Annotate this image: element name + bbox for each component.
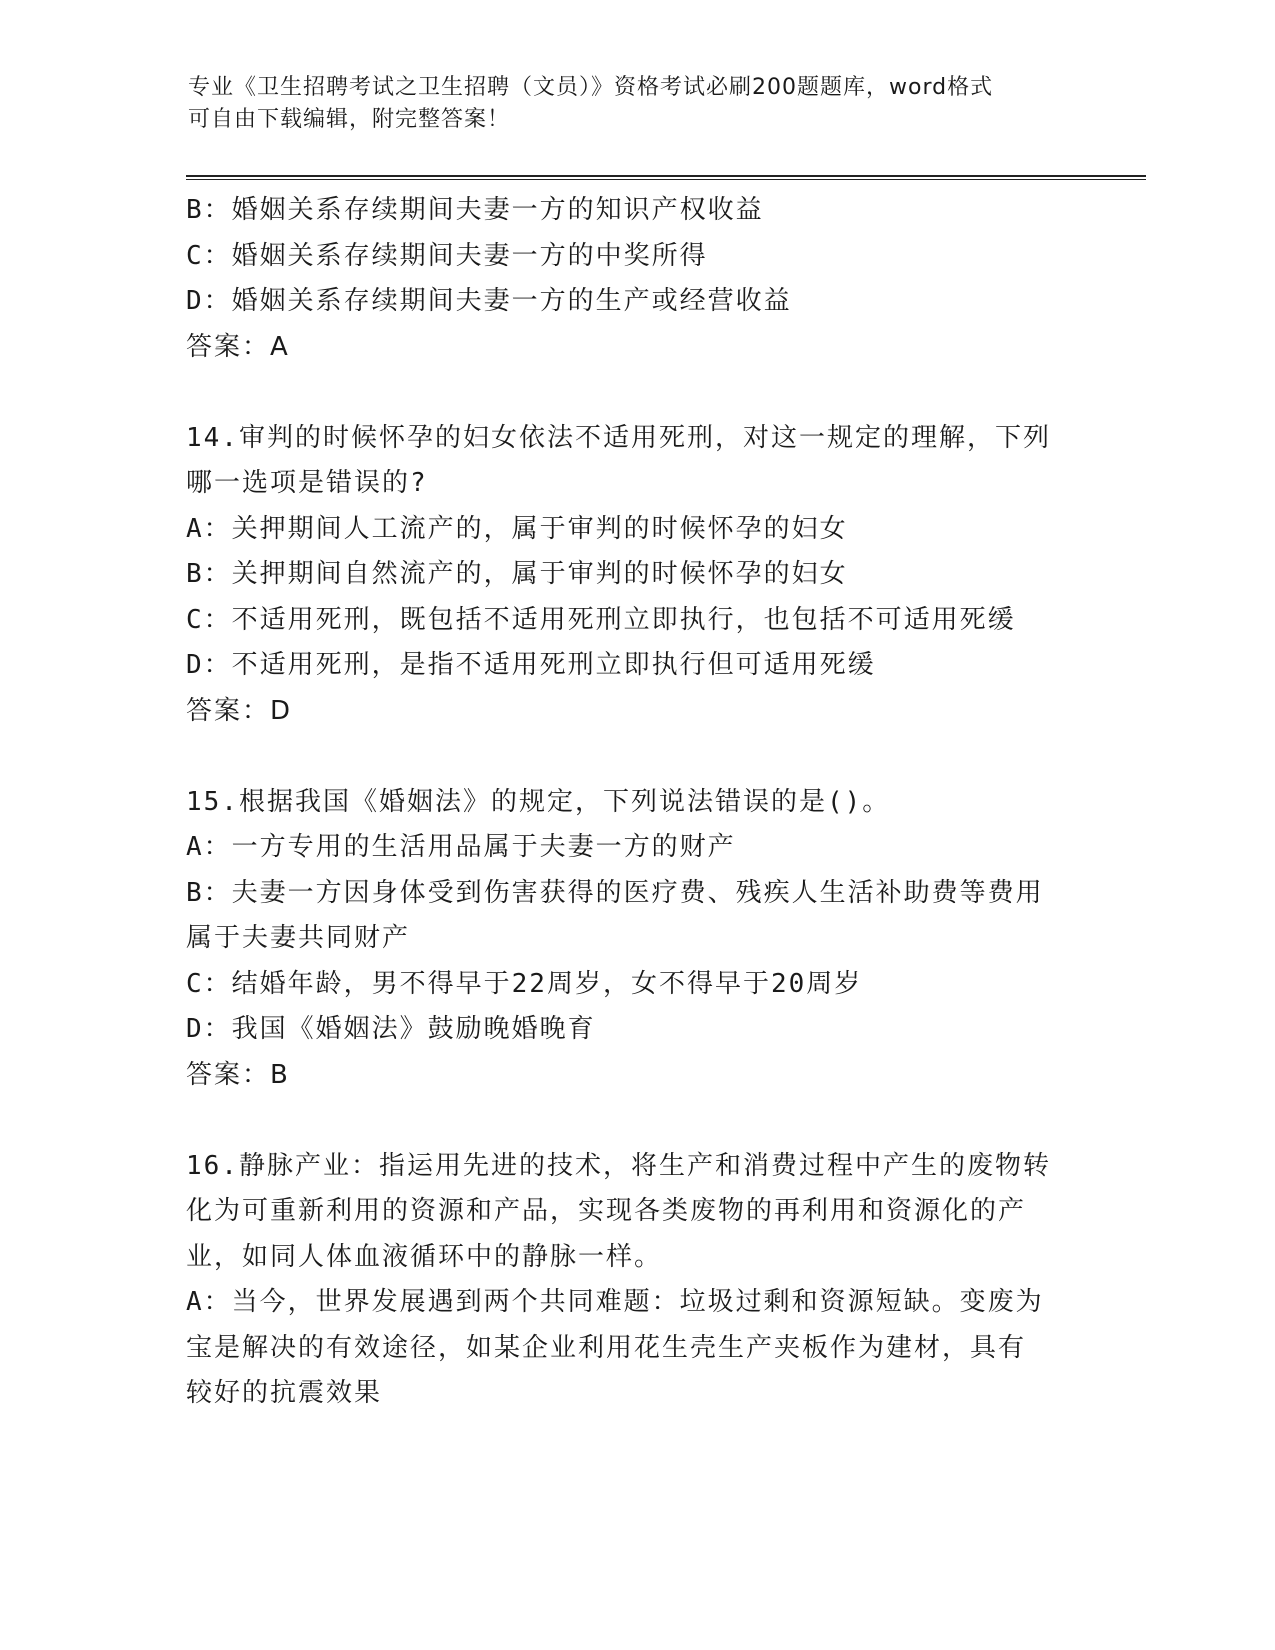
q16-stem-line-3: 业，如同人体血液循环中的静脉一样。 [186, 1241, 663, 1272]
question-16 [186, 1144, 1086, 1417]
q15-option-d: D：我国《婚姻法》鼓励晚婚晚育 [186, 1014, 596, 1044]
q14-stem-line-1: 14.审判的时候怀孕的妇女依法不适用死刑，对这一规定的理解，下列 [186, 422, 1051, 453]
q16-option-a-line-2: 宝是解决的有效途径，如某企业利用花生壳生产夹板作为建材，具有 [186, 1332, 1027, 1363]
q15-answer: 答案：B [186, 1059, 290, 1090]
spacer [186, 1098, 1086, 1144]
question-13-continued [186, 188, 1086, 370]
q14-option-a: A：关押期间人工流产的，属于审判的时候怀孕的妇女 [186, 513, 848, 544]
header-title-line-2: 可自由下载编辑，附完整答案！ [188, 107, 511, 132]
spacer [186, 370, 1086, 416]
q16-stem-line-2: 化为可重新利用的资源和产品，实现各类废物的再利用和资源化的产 [186, 1196, 1027, 1226]
q16-option-a-line-3: 较好的抗震效果 [186, 1378, 383, 1408]
q13-option-c: C：婚姻关系存续期间夫妻一方的中奖所得 [186, 240, 708, 271]
q15-option-c: C：结婚年龄，男不得早于22周岁，女不得早于20周岁 [186, 968, 863, 999]
q14-option-c: C：不适用死刑，既包括不适用死刑立即执行，也包括不可适用死缓 [186, 604, 1016, 635]
document-header [188, 72, 1068, 136]
question-15 [186, 780, 1086, 1099]
q15-stem: 15.根据我国《婚姻法》的规定，下列说法错误的是()。 [186, 786, 891, 817]
q15-option-b-line-1: B：夫妻一方因身体受到伤害获得的医疗费、残疾人生活补助费等费用 [186, 877, 1044, 908]
q13-answer: 答案：A [186, 331, 290, 362]
q13-option-b: B：婚姻关系存续期间夫妻一方的知识产权收益 [186, 195, 764, 225]
header-divider [186, 175, 1146, 180]
header-title-line-1: 专业《卫生招聘考试之卫生招聘（文员）》资格考试必刷200题题库，word格式 [188, 75, 994, 100]
question-14 [186, 416, 1086, 735]
spacer [186, 734, 1086, 780]
q13-option-d: D：婚姻关系存续期间夫妻一方的生产或经营收益 [186, 286, 792, 316]
question-content [186, 188, 1086, 1417]
q14-option-b: B：关押期间自然流产的，属于审判的时候怀孕的妇女 [186, 559, 848, 589]
q14-answer: 答案：D [186, 695, 293, 726]
q16-option-a-line-1: A：当今，世界发展遇到两个共同难题：垃圾过剩和资源短缺。变废为 [186, 1287, 1044, 1317]
q16-stem-line-1: 16.静脉产业：指运用先进的技术，将生产和消费过程中产生的废物转 [186, 1150, 1051, 1181]
q15-option-b-line-2: 属于夫妻共同财产 [186, 923, 411, 953]
q15-option-a: A：一方专用的生活用品属于夫妻一方的财产 [186, 832, 736, 862]
q14-option-d: D：不适用死刑，是指不适用死刑立即执行但可适用死缓 [186, 650, 876, 680]
q14-stem-line-2: 哪一选项是错误的? [186, 468, 428, 498]
